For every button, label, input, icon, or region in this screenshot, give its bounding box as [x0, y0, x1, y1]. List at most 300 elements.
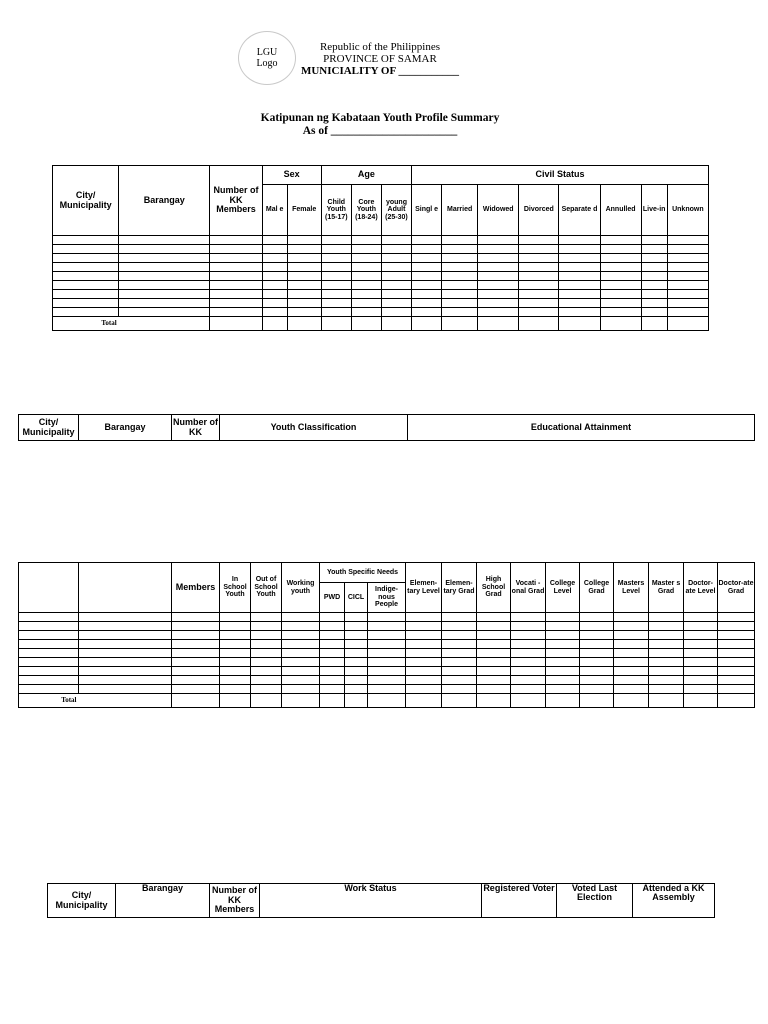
table-cell — [519, 254, 559, 263]
table-cell — [600, 272, 641, 281]
table-cell — [667, 290, 708, 299]
table-cell — [321, 317, 351, 331]
table-cell — [321, 236, 351, 245]
table-cell — [321, 272, 351, 281]
col-city: City/ Municipality — [53, 166, 119, 236]
total-label: Total — [19, 694, 79, 708]
table-cell — [511, 685, 546, 694]
col-working-youth: Working youth — [282, 563, 320, 613]
table-cell — [546, 622, 580, 631]
col-edu: Masters Level — [614, 563, 649, 613]
table-cell — [287, 236, 321, 245]
table-cell — [210, 308, 262, 317]
table-cell — [477, 640, 511, 649]
group-youth-needs: Youth Specific Needs — [320, 563, 406, 583]
table-cell — [442, 245, 478, 254]
table-cell — [546, 613, 580, 622]
col-edu: Doctor-ate Grad — [718, 563, 755, 613]
col-kk-members: Number of KK Members — [210, 166, 262, 236]
table-cell — [478, 263, 519, 272]
table-cell — [442, 631, 477, 640]
table-cell — [251, 613, 282, 622]
table-cell — [79, 649, 172, 658]
table-cell — [519, 245, 559, 254]
table-cell — [614, 613, 649, 622]
table-cell — [511, 631, 546, 640]
table-cell — [519, 299, 559, 308]
table-cell — [718, 613, 755, 622]
table-cell — [511, 694, 546, 708]
table-cell — [477, 667, 511, 676]
table-cell — [406, 694, 442, 708]
group-age: Age — [321, 166, 411, 185]
table-cell — [580, 658, 614, 667]
table-cell — [412, 290, 442, 299]
table-cell — [559, 272, 600, 281]
table-cell — [511, 622, 546, 631]
col-kk-members: Number of KK Members — [210, 884, 260, 918]
table-cell — [210, 254, 262, 263]
table-cell — [172, 676, 220, 685]
table-cell — [220, 613, 251, 622]
table-cell — [442, 299, 478, 308]
table-row — [19, 658, 755, 667]
table-cell — [220, 694, 251, 708]
table-cell — [19, 631, 79, 640]
table-cell — [600, 317, 641, 331]
table-cell — [282, 685, 320, 694]
document-title: Katipunan ng Kabataan Youth Profile Summary — [260, 112, 500, 124]
table-cell — [251, 622, 282, 631]
table-cell — [351, 290, 381, 299]
table-cell — [559, 236, 600, 245]
table-cell — [580, 676, 614, 685]
table-cell — [210, 263, 262, 272]
lgu-logo-label: LGU Logo — [256, 47, 278, 69]
table-cell — [718, 631, 755, 640]
table-cell — [210, 299, 262, 308]
table-cell — [559, 290, 600, 299]
table-cell — [546, 658, 580, 667]
table-cell — [220, 631, 251, 640]
table-cell — [321, 263, 351, 272]
table-cell — [477, 685, 511, 694]
table-cell — [381, 299, 411, 308]
table-cell — [172, 649, 220, 658]
table-cell — [381, 281, 411, 290]
table-cell — [477, 658, 511, 667]
table-cell — [412, 281, 442, 290]
table-cell — [600, 281, 641, 290]
table-cell — [511, 649, 546, 658]
col-civil-status: Unknown — [667, 185, 708, 236]
table-cell — [53, 272, 119, 281]
table3-blank-rows — [19, 613, 755, 694]
table-cell — [172, 694, 220, 708]
table-cell — [580, 694, 614, 708]
table-cell — [478, 272, 519, 281]
table-cell — [641, 317, 667, 331]
table-cell — [477, 694, 511, 708]
table-cell — [119, 317, 210, 331]
table-cell — [442, 613, 477, 622]
col-in-school: In School Youth — [220, 563, 251, 613]
table-cell — [345, 658, 368, 667]
table-cell — [649, 622, 684, 631]
table-cell — [381, 254, 411, 263]
table-cell — [684, 676, 718, 685]
table-cell — [649, 694, 684, 708]
col-kk: Number of KK — [172, 415, 220, 441]
table-cell — [320, 613, 345, 622]
table-cell — [282, 631, 320, 640]
table-row — [53, 236, 709, 245]
table-cell — [580, 685, 614, 694]
total-label: Total — [53, 317, 119, 331]
table-cell — [406, 676, 442, 685]
table-row — [19, 649, 755, 658]
table-cell — [19, 649, 79, 658]
col-edu: Vocati -onal Grad — [511, 563, 546, 613]
table-demographics — [52, 165, 709, 331]
table-cell — [649, 667, 684, 676]
col-barangay: Barangay — [116, 884, 210, 918]
table-cell — [478, 317, 519, 331]
table-cell — [345, 622, 368, 631]
table-cell — [614, 649, 649, 658]
table-cell — [351, 272, 381, 281]
table-cell — [19, 667, 79, 676]
table-cell — [321, 290, 351, 299]
table-cell — [119, 281, 210, 290]
table-cell — [614, 622, 649, 631]
table-cell — [172, 640, 220, 649]
table-cell — [412, 317, 442, 331]
table-cell — [442, 254, 478, 263]
table-cell — [220, 676, 251, 685]
table-cell — [519, 263, 559, 272]
table-cell — [580, 631, 614, 640]
table1-blank-rows — [53, 236, 709, 317]
table-cell — [667, 254, 708, 263]
table-cell — [684, 640, 718, 649]
table-cell — [519, 290, 559, 299]
table-cell — [649, 676, 684, 685]
table-cell — [282, 649, 320, 658]
table-cell — [406, 640, 442, 649]
col-educational-attainment: Educational Attainment — [408, 415, 755, 441]
table-cell — [351, 308, 381, 317]
table-cell — [172, 631, 220, 640]
col-voted-last-election: Voted Last Election — [557, 884, 633, 918]
table-cell — [614, 667, 649, 676]
table-cell — [320, 694, 345, 708]
table-cell — [119, 272, 210, 281]
table-cell — [321, 299, 351, 308]
table-cell — [210, 281, 262, 290]
table-cell — [559, 317, 600, 331]
table-cell — [287, 299, 321, 308]
table-cell — [580, 613, 614, 622]
table-row — [19, 622, 755, 631]
table-cell — [220, 622, 251, 631]
as-of-line: As of ______________________ — [302, 125, 458, 137]
table-row — [19, 640, 755, 649]
table-cell — [406, 622, 442, 631]
table-cell — [119, 299, 210, 308]
table-cell — [79, 640, 172, 649]
table-cell — [19, 563, 79, 613]
table-cell — [478, 290, 519, 299]
table-cell — [614, 658, 649, 667]
table-cell — [351, 254, 381, 263]
table-cell — [649, 658, 684, 667]
table-cell — [546, 694, 580, 708]
table-cell — [345, 640, 368, 649]
table-cell — [368, 613, 406, 622]
table-cell — [262, 290, 287, 299]
table-cell — [614, 631, 649, 640]
col-civil-status: Separate d — [559, 185, 600, 236]
col-edu: College Grad — [580, 563, 614, 613]
table-cell — [546, 667, 580, 676]
table-cell — [614, 694, 649, 708]
table-cell — [546, 631, 580, 640]
col-civil-status: Live-in — [641, 185, 667, 236]
table-cell — [287, 308, 321, 317]
table-cell — [511, 676, 546, 685]
table-cell — [641, 281, 667, 290]
table-cell — [251, 658, 282, 667]
table-cell — [351, 263, 381, 272]
table-cell — [19, 640, 79, 649]
letterhead — [300, 41, 460, 77]
table-cell — [282, 676, 320, 685]
table-cell — [345, 694, 368, 708]
table-cell — [684, 622, 718, 631]
table-cell — [262, 263, 287, 272]
table-cell — [381, 290, 411, 299]
col-edu: Doctor-ate Level — [684, 563, 718, 613]
col-sex: Female — [287, 185, 321, 236]
table-cell — [351, 281, 381, 290]
table-cell — [282, 667, 320, 676]
table-cell — [406, 658, 442, 667]
table-cell — [477, 613, 511, 622]
table-cell — [220, 685, 251, 694]
table-cell — [641, 263, 667, 272]
table-cell — [262, 245, 287, 254]
table-cell — [345, 685, 368, 694]
table-row — [53, 263, 709, 272]
col-barangay: Barangay — [79, 415, 172, 441]
table-cell — [718, 694, 755, 708]
table-cell — [53, 299, 119, 308]
table-cell — [119, 263, 210, 272]
table-cell — [172, 658, 220, 667]
table-row — [19, 613, 755, 622]
table-cell — [287, 281, 321, 290]
table-cell — [287, 263, 321, 272]
col-barangay: Barangay — [119, 166, 210, 236]
table-cell — [580, 649, 614, 658]
col-out-of-school: Out of School Youth — [251, 563, 282, 613]
table-cell — [53, 290, 119, 299]
table-cell — [442, 658, 477, 667]
table-cell — [641, 254, 667, 263]
table-cell — [220, 667, 251, 676]
table-cell — [600, 254, 641, 263]
table-cell — [641, 245, 667, 254]
table-cell — [119, 245, 210, 254]
table-cell — [649, 649, 684, 658]
col-city: City/ Municipality — [19, 415, 79, 441]
table-cell — [79, 563, 172, 613]
table-cell — [684, 667, 718, 676]
table-cell — [19, 676, 79, 685]
table-cell — [684, 685, 718, 694]
table-cell — [412, 245, 442, 254]
table-cell — [546, 685, 580, 694]
table-cell — [53, 245, 119, 254]
table-cell — [477, 649, 511, 658]
col-age: Core Youth (18-24) — [351, 185, 381, 236]
table-cell — [381, 317, 411, 331]
table-cell — [321, 254, 351, 263]
table-cell — [580, 667, 614, 676]
table-cell — [351, 245, 381, 254]
table-cell — [262, 236, 287, 245]
table-cell — [345, 667, 368, 676]
table-cell — [320, 676, 345, 685]
table-cell — [684, 694, 718, 708]
table-cell — [412, 308, 442, 317]
table-cell — [282, 613, 320, 622]
col-civil-status: Widowed — [478, 185, 519, 236]
table-cell — [251, 694, 282, 708]
table-cell — [519, 281, 559, 290]
table-cell — [79, 613, 172, 622]
table-cell — [287, 245, 321, 254]
table-cell — [519, 236, 559, 245]
republic-line: Republic of the Philippines — [319, 41, 441, 53]
table-cell — [614, 685, 649, 694]
table-cell — [119, 236, 210, 245]
table-cell — [718, 685, 755, 694]
col-edu: High School Grad — [477, 563, 511, 613]
table-cell — [220, 640, 251, 649]
table-cell — [53, 308, 119, 317]
table-row — [53, 245, 709, 254]
table-cell — [442, 308, 478, 317]
table-cell — [641, 272, 667, 281]
table-cell — [600, 299, 641, 308]
table-cell — [546, 676, 580, 685]
col-need: Indige-nous People — [368, 583, 406, 613]
table-cell — [381, 272, 411, 281]
table-cell — [53, 263, 119, 272]
table-cell — [600, 290, 641, 299]
table-cell — [210, 272, 262, 281]
table-cell — [79, 676, 172, 685]
table-cell — [321, 281, 351, 290]
table-cell — [79, 667, 172, 676]
col-edu: College Level — [546, 563, 580, 613]
table-cell — [412, 299, 442, 308]
table-cell — [442, 694, 477, 708]
table-row — [19, 676, 755, 685]
table-cell — [477, 622, 511, 631]
table-cell — [251, 649, 282, 658]
table-cell — [368, 694, 406, 708]
table-cell — [53, 281, 119, 290]
col-members: Members — [172, 563, 220, 613]
table-cell — [406, 685, 442, 694]
table-cell — [351, 317, 381, 331]
table-cell — [649, 640, 684, 649]
table-cell — [478, 245, 519, 254]
table-cell — [345, 613, 368, 622]
table-cell — [667, 317, 708, 331]
table-cell — [172, 685, 220, 694]
table-cell — [442, 236, 478, 245]
col-civil-status: Married — [442, 185, 478, 236]
table-cell — [345, 631, 368, 640]
table-cell — [210, 245, 262, 254]
table-cell — [442, 622, 477, 631]
table-cell — [381, 236, 411, 245]
table-cell — [220, 649, 251, 658]
table-cell — [559, 254, 600, 263]
table-cell — [19, 622, 79, 631]
table-cell — [442, 685, 477, 694]
table-cell — [368, 622, 406, 631]
col-sex: Mal e — [262, 185, 287, 236]
table-cell — [511, 640, 546, 649]
table-cell — [718, 658, 755, 667]
table-cell — [210, 236, 262, 245]
table-cell — [667, 245, 708, 254]
table-cell — [262, 254, 287, 263]
group-civil-status: Civil Status — [412, 166, 709, 185]
table-cell — [262, 299, 287, 308]
col-city: City/ Municipality — [48, 884, 116, 918]
table-cell — [641, 308, 667, 317]
table-cell — [511, 667, 546, 676]
table-cell — [119, 290, 210, 299]
table-cell — [406, 631, 442, 640]
table-cell — [412, 254, 442, 263]
col-civil-status: Divorced — [519, 185, 559, 236]
table-cell — [320, 622, 345, 631]
table-cell — [641, 236, 667, 245]
col-edu: Elemen-tary Grad — [442, 563, 477, 613]
table-cell — [478, 281, 519, 290]
table-cell — [684, 649, 718, 658]
table-cell — [667, 281, 708, 290]
table-cell — [477, 676, 511, 685]
table-cell — [262, 308, 287, 317]
table-cell — [412, 236, 442, 245]
table-cell — [368, 640, 406, 649]
table-cell — [442, 263, 478, 272]
table-cell — [53, 254, 119, 263]
table-cell — [641, 299, 667, 308]
province-line: PROVINCE OF SAMAR — [323, 53, 437, 65]
table-cell — [19, 613, 79, 622]
table-cell — [345, 676, 368, 685]
table-cell — [172, 622, 220, 631]
